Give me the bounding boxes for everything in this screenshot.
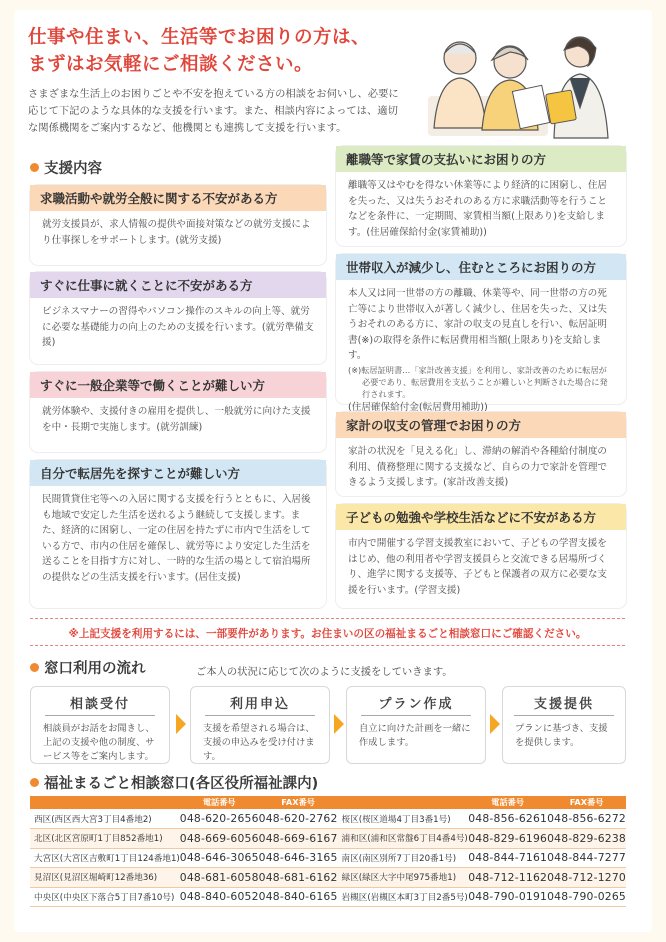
office-tel: 048-829-6196 [468, 829, 547, 849]
support-heading [30, 157, 102, 178]
office-fax: 048-840-6165 [259, 887, 338, 907]
office-tel: 048-790-0191 [468, 887, 547, 907]
flow-step-consultation [30, 686, 170, 764]
offices-heading-label: 福祉まるごと相談窓口(各区役所福祉課内) [44, 776, 319, 792]
flow-step-provision [502, 686, 626, 764]
card-title: 求職活動や就労全般に関する不安がある方 [30, 185, 326, 211]
divider [30, 645, 625, 646]
table-header-row [30, 796, 626, 809]
flow-step-title: プラン作成 [361, 693, 471, 716]
flow-step-title: 相談受付 [45, 693, 155, 716]
table-header-fax: FAX番号 [547, 796, 626, 809]
card-body: 市内で開催する学習支援教室において、子どもの学習支援をはじめ、他の利用者や学習支援員らと交流できる居場所づくり、進学に関する支援等、子どもと保護者の双方に必要な支援を行います。(学習支援) [348, 538, 608, 596]
card-note: (※)転居証明書…「家計改善支援」を利用し、家計改善のために転居が必要であり、転居費用を支払うことが難しいと判断された場合に発行されます。 [348, 364, 608, 399]
flow-heading-label: 窓口利用の流れ [44, 661, 146, 677]
office-fax: 048-646-3165 [259, 848, 338, 868]
hero-title-line2: まずはお気軽にご相談ください。 [28, 54, 314, 75]
divider [30, 618, 625, 619]
support-card-children-study [336, 504, 626, 608]
flow-step-body: プランに基づき、支援を提供します。 [515, 723, 608, 748]
card-title: 離職等で家賃の支払いにお困りの方 [336, 146, 626, 172]
card-body-tail: (住居確保給付金(転居費用補助)) [348, 401, 488, 413]
offices-table [30, 796, 626, 907]
table-row [30, 829, 626, 849]
card-body: 離職等又はやむを得ない休業等により経済的に困窮し、住居を失った、又は失うおそれのある方に求職活動等を行うことなどを条件に、一定期間、家賃相当額(上限あり)を支給します。(住居確保給付金(家賃補助)) [348, 180, 608, 238]
office-tel: 048-712-1162 [468, 868, 547, 888]
office-fax: 048-669-6167 [259, 829, 338, 849]
office-name: 緑区(緑区大字中尾975番地1) [338, 868, 469, 888]
office-fax: 048-620-2762 [259, 809, 338, 829]
office-tel: 048-840-6052 [180, 887, 259, 907]
office-tel: 048-669-6056 [180, 829, 259, 849]
card-body [336, 280, 626, 421]
flow-step-application [190, 686, 330, 764]
flow-step-title: 支援提供 [514, 693, 614, 716]
card-title: すぐに一般企業等で働くことが難しい方 [30, 372, 326, 398]
arrow-right-icon [490, 714, 500, 734]
office-name: 大宮区(大宮区吉敷町1丁目124番地1) [30, 848, 180, 868]
table-header-cell [30, 796, 180, 809]
support-card-job-search [30, 185, 326, 265]
card-title: 家計の収支の管理でお困りの方 [336, 412, 626, 438]
table-header-cell [338, 796, 469, 809]
office-tel: 048-620-2656 [180, 809, 259, 829]
intro-text: さまざまな生活上のお困りごとや不安を抱えている方の相談をお伺いし、必要に応じて下記のような具体的な支援を行います。また、相談内容によっては、適切な関係機関をご案内するなど、他機関とも連携して支援を行います。 [28, 88, 399, 134]
card-body: 就労支援員が、求人情報の提供や面接対策などの就労支援により仕事探しをサポートします。(就労支援) [42, 219, 311, 246]
table-row [30, 868, 626, 888]
card-title: 世帯収入が減少し、住むところにお困りの方 [336, 254, 626, 280]
table-header-tel: 電話番号 [180, 796, 259, 809]
office-name: 浦和区(浦和区常盤6丁目4番4号) [338, 829, 469, 849]
card-body: 就労体験や、支援付きの雇用を提供し、一般就労に向けた支援を中・長期で実施します。(就労訓練) [42, 406, 311, 433]
office-name: 北区(北区宮原町1丁目852番地1) [30, 829, 180, 849]
offices-heading [30, 772, 318, 793]
card-title: すぐに仕事に就くことに不安がある方 [30, 272, 326, 298]
flow-subtitle: ご本人の状況に応じて次のように支援をしていきます。 [196, 666, 453, 678]
office-tel: 048-856-6261 [468, 809, 547, 829]
office-name: 中央区(中央区下落合5丁目7番10号) [30, 887, 180, 907]
office-fax: 048-712-1270 [547, 868, 626, 888]
office-name: 岩槻区(岩槻区本町3丁目2番5号) [338, 887, 469, 907]
office-fax: 048-844-7277 [547, 848, 626, 868]
office-fax: 048-856-6272 [547, 809, 626, 829]
hero-title-line1: 仕事や住まい、生活等でお困りの方は、 [28, 27, 371, 48]
office-name: 西区(西区西大宮3丁目4番地2) [30, 809, 180, 829]
card-title: 子どもの勉強や学校生活などに不安がある方 [336, 504, 626, 530]
office-fax: 048-681-6162 [259, 868, 338, 888]
office-tel: 048-681-6058 [180, 868, 259, 888]
office-fax: 048-829-6238 [547, 829, 626, 849]
card-title: 自分で転居先を探すことが難しい方 [30, 460, 326, 486]
flow-step-body: 自立に向けた計画を一緒に作成します。 [359, 723, 471, 748]
table-row [30, 887, 626, 907]
office-name: 桜区(桜区道場4丁目3番1号) [338, 809, 469, 829]
support-card-housing [30, 460, 326, 608]
office-name: 南区(南区別所7丁目20番1号) [338, 848, 469, 868]
office-tel: 048-646-3065 [180, 848, 259, 868]
card-body: 民間賃貸住宅等への入居に関する支援を行うとともに、入居後も地域で安定した生活を送れるよう継続して支援します。また、経済的に困窮し、一定の住居を持たずに市内で生活をしている方で、市内の住居を確保し、就労等により安定した生活を送ることを目指す方に対し、一時的な生活の場として宿泊場所の提供などの生活支援を行います。(居住支援) [42, 494, 311, 583]
bullet-dot-icon [30, 778, 39, 787]
requirements-notice: ※上記支援を利用するには、一部要件があります。お住まいの区の福祉まるごと相談窓口にご確認ください。 [68, 628, 587, 640]
hero-title [28, 24, 370, 78]
flow-step-title: 利用申込 [205, 693, 315, 716]
support-card-relocation [336, 254, 626, 413]
flow-heading [30, 657, 146, 678]
bullet-dot-icon [30, 663, 39, 672]
support-card-work-training [30, 372, 326, 452]
office-tel: 048-844-7161 [468, 848, 547, 868]
people-consultation-illustration [420, 18, 630, 150]
support-card-work-readiness [30, 272, 326, 364]
arrow-right-icon [176, 714, 186, 734]
support-card-household-budget [336, 412, 626, 496]
support-heading-label: 支援内容 [44, 161, 102, 177]
flow-step-plan [346, 686, 486, 764]
flow-step-body: 支援を希望される場合は、支援の申込みを受け付けます。 [203, 723, 315, 762]
card-body-text: 本人又は同一世帯の方の離職、休業等や、同一世帯の方の死亡等により世帯収入が著しく減少し、住居を失った、又は失うおそれのある方に、家計の収支の見直しを行い、転居証明書(※)の取得を条件に転居費用相当額(上限あり)を支給します。 [348, 288, 608, 361]
bullet-dot-icon [30, 163, 39, 172]
flow-step-body: 相談員がお話をお聞きし、上記の支援や他の制度、サービス等をご案内します。 [43, 723, 155, 762]
card-body: ビジネスマナーの習得やパソコン操作のスキルの向上等、就労に必要な基礎能力の向上のための支援を行います。(就労準備支援) [42, 306, 314, 348]
arrow-right-icon [334, 714, 344, 734]
office-name: 見沼区(見沼区堀崎町12番地36) [30, 868, 180, 888]
table-row [30, 809, 626, 829]
table-row [30, 848, 626, 868]
support-card-rent [336, 146, 626, 246]
office-fax: 048-790-0265 [547, 887, 626, 907]
table-header-tel: 電話番号 [468, 796, 547, 809]
card-body: 家計の状況を「見える化」し、滞納の解消や各種給付制度の利用、債務整理に関する支援など、自らの力で家計を管理できるよう支援します。(家計改善支援) [348, 446, 608, 488]
table-header-fax: FAX番号 [259, 796, 338, 809]
